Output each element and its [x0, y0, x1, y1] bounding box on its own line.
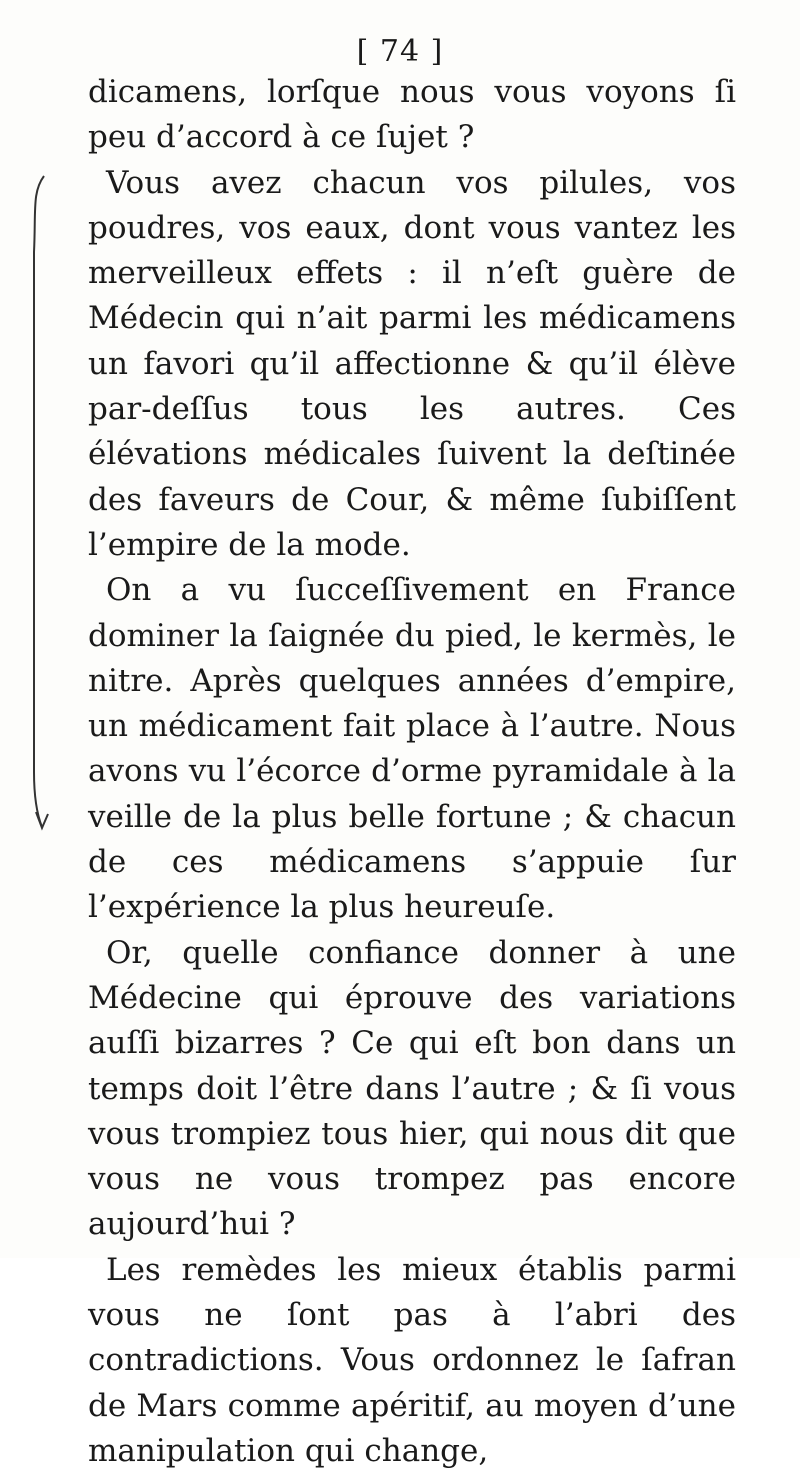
margin-bracket-mark	[22, 172, 52, 832]
paragraph: Vous avez chacun vos pilules, vos poudres, vos eaux, dont vous vantez les merveilleux effets : il n’eſt guère de Médecin qui n’ait parmi les médicamens un favori qu’il affectionne & qu’il élève par-deſſus tous les autres. Ces élévations médicales ſuivent la deſtinée des faveurs de Cour, & même ſubiſſent l’empire de la mode.	[88, 164, 736, 563]
paragraph: dicamens, lorſque nous vous voyons ſi peu d’accord à ce ſujet ?	[88, 74, 736, 156]
body-text	[88, 70, 736, 1474]
paragraph: On a vu ſucceſſivement en France dominer la ſaignée du pied, le kermès, le nitre. Après quelques années d’empire, un médicament fait place à l’autre. Nous avons vu l’écorce d’orme pyramidale à la veille de la plus belle fortune ; & chacun de ces médicamens s’appuie ſur l’expérience la plus heureuſe.	[88, 572, 736, 926]
paragraph: Les remèdes les mieux établis parmi vous ne ſont pas à l’abri des contradictions. Vous ordonnez le ſafran de Mars comme apéritif, au moyen d’une manipulation qui change,	[88, 1251, 736, 1469]
paragraph: Or, quelle confiance donner à une Médecine qui éprouve des variations auſſi bizarres ? Ce qui eſt bon dans un temps doit l’être dans l’autre ; & ſi vous vous trompiez tous hier, qui nous dit que vous ne vous trompez pas encore aujourd’hui ?	[88, 934, 736, 1243]
page-number: [ 74 ]	[356, 34, 444, 69]
